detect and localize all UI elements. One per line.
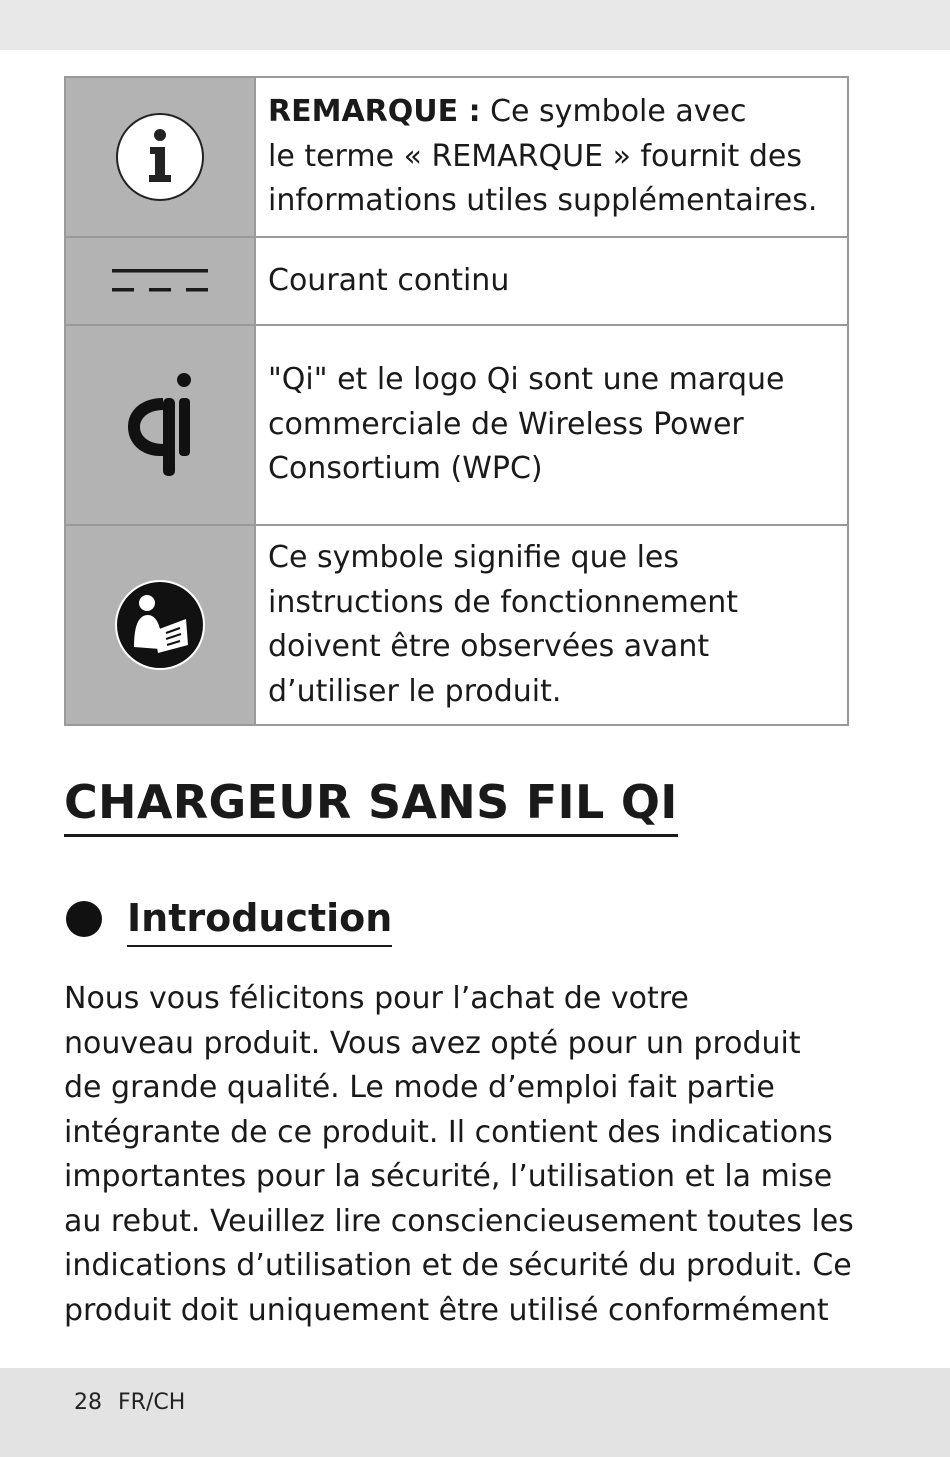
qi-logo-icon	[120, 370, 200, 480]
desc-line: d’utiliser le produit.	[268, 673, 562, 709]
symbol-icon-cell	[65, 325, 255, 525]
info-circle-icon	[114, 111, 206, 203]
section-bullet-icon	[66, 901, 102, 937]
desc-line: le terme « REMARQUE » fournit des	[268, 138, 802, 174]
direct-current-icon	[112, 266, 208, 296]
symbol-icon-cell	[65, 525, 255, 725]
symbol-icon-cell	[65, 237, 255, 325]
locale-code: FR/CH	[118, 1390, 186, 1415]
page-title: CHARGEUR SANS FIL QI	[64, 772, 678, 837]
symbol-description	[255, 77, 848, 237]
desc-line: Consortium (WPC)	[268, 451, 543, 487]
symbol-description	[255, 325, 848, 525]
paragraph-line: au rebut. Veuillez lire consciencieusement toutes les	[64, 1203, 854, 1239]
desc-line: Ce symbole signifie que les	[268, 540, 679, 575]
desc-line: Courant continu	[268, 262, 510, 298]
symbol-description	[255, 237, 848, 325]
symbol-legend-table	[64, 76, 849, 726]
desc-line: informations utiles supplémentaires.	[268, 183, 818, 219]
symbol-row-manual	[65, 525, 848, 725]
top-margin-band	[0, 0, 950, 50]
desc-line: "Qi" et le logo Qi sont une marque	[268, 362, 785, 398]
desc-line: commerciale de Wireless Power	[268, 406, 744, 442]
paragraph-line: nouveau produit. Vous avez opté pour un produit	[64, 1025, 801, 1061]
paragraph-line: intégrante de ce produit. Il contient des indications	[64, 1114, 833, 1150]
page-footer	[74, 1388, 185, 1418]
desc-line: doivent être observées avant	[268, 629, 710, 664]
paragraph-line: indications d’utilisation et de sécurité du produit. Ce	[64, 1248, 852, 1283]
paragraph-line: de grande qualité. Le mode d’emploi fait partie	[64, 1070, 775, 1105]
symbol-row-qi	[65, 325, 848, 525]
symbol-row-remarque	[65, 77, 848, 237]
intro-paragraph	[64, 977, 864, 1333]
remarque-keyword: REMARQUE :	[268, 94, 481, 130]
page-number: 28	[74, 1390, 102, 1415]
paragraph-line: Nous vous félicitons pour l’achat de votre	[64, 981, 689, 1016]
symbol-icon-cell	[65, 77, 255, 237]
symbol-description	[255, 525, 848, 725]
section-title: Introduction	[127, 893, 392, 947]
read-manual-icon	[114, 579, 206, 671]
desc-line: instructions de fonctionnement	[268, 584, 739, 620]
paragraph-line: importantes pour la sécurité, l’utilisation et la mise	[64, 1159, 833, 1194]
paragraph-line: produit doit uniquement être utilisé conformément	[64, 1292, 829, 1328]
desc-line: Ce symbole avec	[480, 94, 747, 130]
symbol-row-dc	[65, 237, 848, 325]
